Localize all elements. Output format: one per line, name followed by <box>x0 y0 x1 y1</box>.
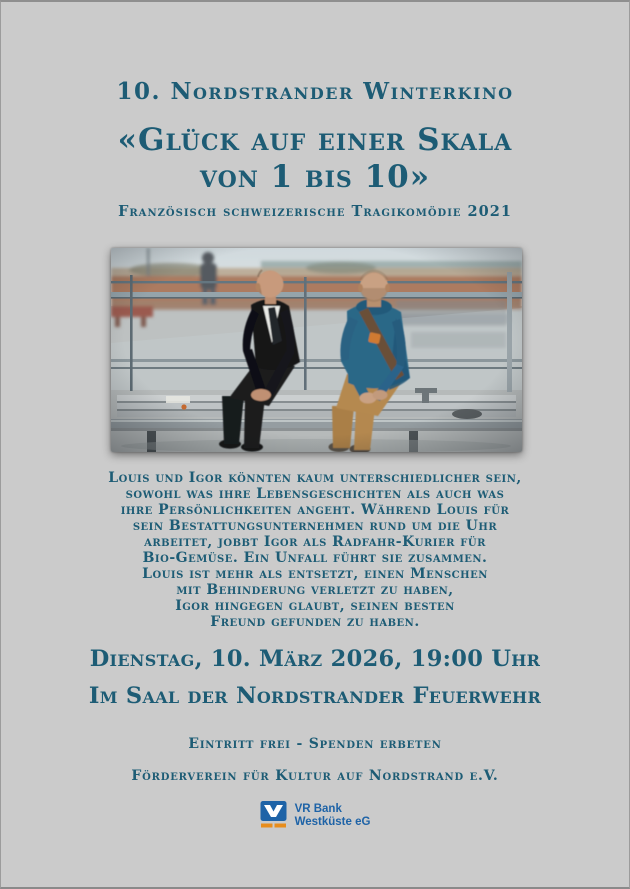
film-synopsis <box>1 470 629 630</box>
film-title-line2: von 1 bis 10» <box>199 159 431 195</box>
synopsis-line: Louis und Igor könnten kaum unterschiedlicher sein, <box>108 470 522 486</box>
film-genre-subtitle: Französisch schweizerische Tragikomödie 2021 <box>118 203 512 220</box>
event-datetime: Dienstag, 10. März 2026, 19:00 Uhr <box>89 646 541 672</box>
synopsis-line: arbeitet, jobbt Igor als Radfahr-Kurier für <box>144 534 486 550</box>
sponsor-name-line2: Westküste eG <box>294 816 371 828</box>
sponsor-name-line1: VR Bank <box>294 803 342 815</box>
event-venue: Im Saal der Nordstrander Feuerwehr <box>88 683 542 709</box>
synopsis-line: Igor hingegen glaubt, seinen besten <box>175 598 455 614</box>
synopsis-line: sein Bestattungsunternehmen rund um die Uhr <box>132 518 498 534</box>
synopsis-line: Louis ist mehr als entsetzt, einen Menschen <box>142 566 488 582</box>
series-title: 10. Nordstrander Winterkino <box>116 78 514 105</box>
film-title-line1: «Glück auf einer Skala <box>117 122 513 158</box>
synopsis-line: Freund gefunden zu haben. <box>210 614 420 630</box>
synopsis-line: ihre Persönlichkeiten angeht. Während Louis für <box>120 502 510 518</box>
synopsis-line: mit Behinderung verletzt zu haben, <box>176 582 454 598</box>
organizer-name: Förderverein für Kultur auf Nordstrand e.V. <box>131 768 499 784</box>
vr-bank-emblem-icon <box>260 801 287 829</box>
film-still-illustration <box>111 248 522 452</box>
synopsis-line: sowohl was ihre Lebensgeschichten als auch was <box>125 486 505 502</box>
admission-note: Eintritt frei - Spenden erbeten <box>188 736 442 752</box>
sponsor-logo <box>1 801 629 829</box>
film-title <box>1 122 629 196</box>
film-still-photo <box>111 248 522 452</box>
synopsis-line: Bio-Gemüse. Ein Unfall führt sie zusammen. <box>142 550 488 566</box>
sponsor-name <box>295 801 371 829</box>
